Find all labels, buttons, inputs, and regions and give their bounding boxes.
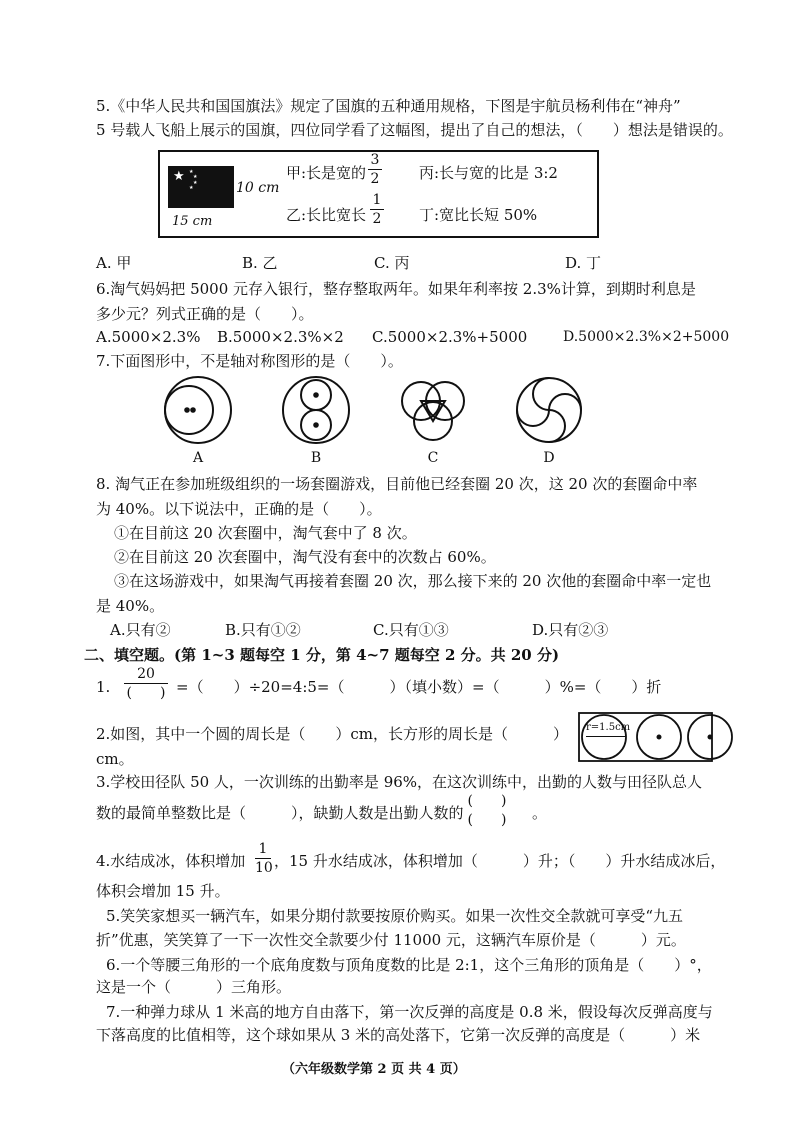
q5-option-d[interactable]: D. 丁: [565, 254, 602, 272]
figure-label-c: C: [427, 450, 439, 466]
f4-fraction: 1 10: [255, 841, 273, 876]
q8-option-a[interactable]: A.只有②: [110, 621, 171, 639]
q8-statement-3b: 是 40%。: [96, 597, 165, 615]
f2-radius-label: r=1.5cm: [586, 722, 631, 733]
yi-fraction: 1 2: [370, 192, 384, 227]
jia-fraction: 3 2: [368, 152, 382, 187]
f2-line1: 2.如图，其中一个圆的周长是（ ）cm，长方形的周长是（ ）: [96, 725, 568, 743]
figure-label-a: A: [192, 450, 204, 466]
figure-label-b: B: [310, 450, 322, 466]
f4-rest: ，15 升水结成冰，体积增加（ ）升；（ ）升水结成冰后，: [274, 852, 726, 870]
f7-line1: 7.一种弹力球从 1 米高的地方自由落下，第一次反弹的高度是 0.8 米，假设每次反弹高度与: [106, 1003, 713, 1021]
q8-line2: 为 40%。以下说法中，正确的是（ ）。: [96, 500, 382, 518]
f3-line1: 3.学校田径队 50 人，一次训练的出勤率是 96%，在这次训练中，出勤的人数与田径队总人: [96, 773, 703, 791]
jia-text: 甲:长是宽的: [286, 164, 367, 182]
bing-text: 丙:长与宽的比是 3:2: [419, 164, 558, 182]
q6-option-b[interactable]: B.5000×2.3%×2: [217, 328, 344, 346]
q8-line1: 8. 淘气正在参加班级组织的一场套圈游戏，目前他已经套圈 20 次，这 20 次的套圈命中率: [96, 475, 698, 493]
q5-option-a[interactable]: A. 甲: [96, 254, 132, 272]
f1-rest: =（ ）÷20=4:5=（ ）（填小数）=（ ）%=（ ）折: [176, 678, 662, 696]
yi-text: 乙:长比宽长: [286, 206, 367, 224]
small-star-icon: ★: [189, 185, 194, 191]
f2-line2: cm。: [96, 750, 134, 768]
f4-line2: 体积会增加 15 升。: [96, 882, 230, 900]
f3-tail: 。: [532, 804, 548, 822]
page-footer: （六年级数学第 2 页 共 4 页）: [282, 1062, 466, 1077]
f3-fraction: ( ) ( ): [467, 793, 507, 828]
figure-label-d: D: [543, 450, 555, 466]
q5-line2: 5 号载人飞船上展示的国旗，四位同学看了这幅图，提出了自己的想法，（ ）想法是错误的。: [96, 121, 733, 139]
f5-line2: 折”优惠，笑笑算了一下一次性交全款要少付 11000 元，这辆汽车原价是（ ）元。: [96, 931, 686, 949]
q8-statement-3a: ③在这场游戏中，如果淘气再接着套圈 20 次，那么接下来的 20 次他的套圈命中率一定也: [114, 572, 712, 590]
small-star-icon: ★: [193, 180, 198, 186]
big-star-icon: ★: [173, 169, 185, 184]
f3-line2: 数的最简单整数比是（ ），缺勤人数是出勤人数的: [96, 804, 464, 822]
q5-option-c[interactable]: C. 丙: [374, 254, 410, 272]
f1-fraction: 20 ( ): [124, 666, 168, 701]
flag-height-label: 10 cm: [236, 180, 280, 196]
q6-option-a[interactable]: A.5000×2.3%: [96, 328, 201, 346]
q8-option-d[interactable]: D.只有②③: [532, 621, 609, 639]
small-star-icon: ★: [193, 174, 198, 180]
f5-line1: 5.笑笑家想买一辆汽车，如果分期付款要按原价购买。如果一次性交全款就可享受“九五: [106, 907, 683, 925]
f4-prefix: 4.水结成冰，体积增加: [96, 852, 246, 870]
q6-line1: 6.淘气妈妈把 5000 元存入银行，整存整取两年。如果年利率按 2.3%计算，到期时利息是: [96, 280, 696, 298]
q6-option-c[interactable]: C.5000×2.3%+5000: [372, 328, 528, 346]
f6-line1: 6.一个等腰三角形的一个底角度数与顶角度数的比是 2:1，这个三角形的顶角是（ ）°，: [106, 956, 712, 974]
f2-radius-line: [586, 736, 626, 737]
section2-title: 二、填空题。(第 1~3 题每空 1 分，第 4~7 题每空 2 分。共 20 分): [84, 646, 560, 664]
q5-line1: 5.《中华人民共和国国旗法》规定了国旗的五种通用规格，下图是宇航员杨利伟在“神舟”: [96, 97, 681, 115]
f7-line2: 下落高度的比值相等，这个球如果从 3 米的高处落下，它第一次反弹的高度是（ ）米: [96, 1026, 701, 1044]
f6-line2: 这是一个（ ）三角形。: [96, 978, 292, 996]
q5-option-b[interactable]: B. 乙: [242, 254, 278, 272]
q8-statement-1: ①在目前这 20 次套圈中，淘气套中了 8 次。: [114, 524, 417, 542]
q7-line1: 7.下面图形中，不是轴对称图形的是（ ）。: [96, 352, 403, 370]
ding-text: 丁:宽比长短 50%: [419, 206, 538, 224]
small-star-icon: ★: [189, 169, 194, 175]
q8-statement-2: ②在目前这 20 次套圈中，淘气没有套中的次数占 60%。: [114, 548, 496, 566]
q8-option-c[interactable]: C.只有①③: [373, 621, 449, 639]
f1-prefix: 1.: [96, 678, 111, 696]
flag-width-label: 15 cm: [172, 214, 213, 229]
q6-option-d[interactable]: D.5000×2.3%×2+5000: [563, 329, 730, 345]
q6-line2: 多少元？列式正确的是（ ）。: [96, 305, 314, 323]
q8-option-b[interactable]: B.只有①②: [225, 621, 301, 639]
